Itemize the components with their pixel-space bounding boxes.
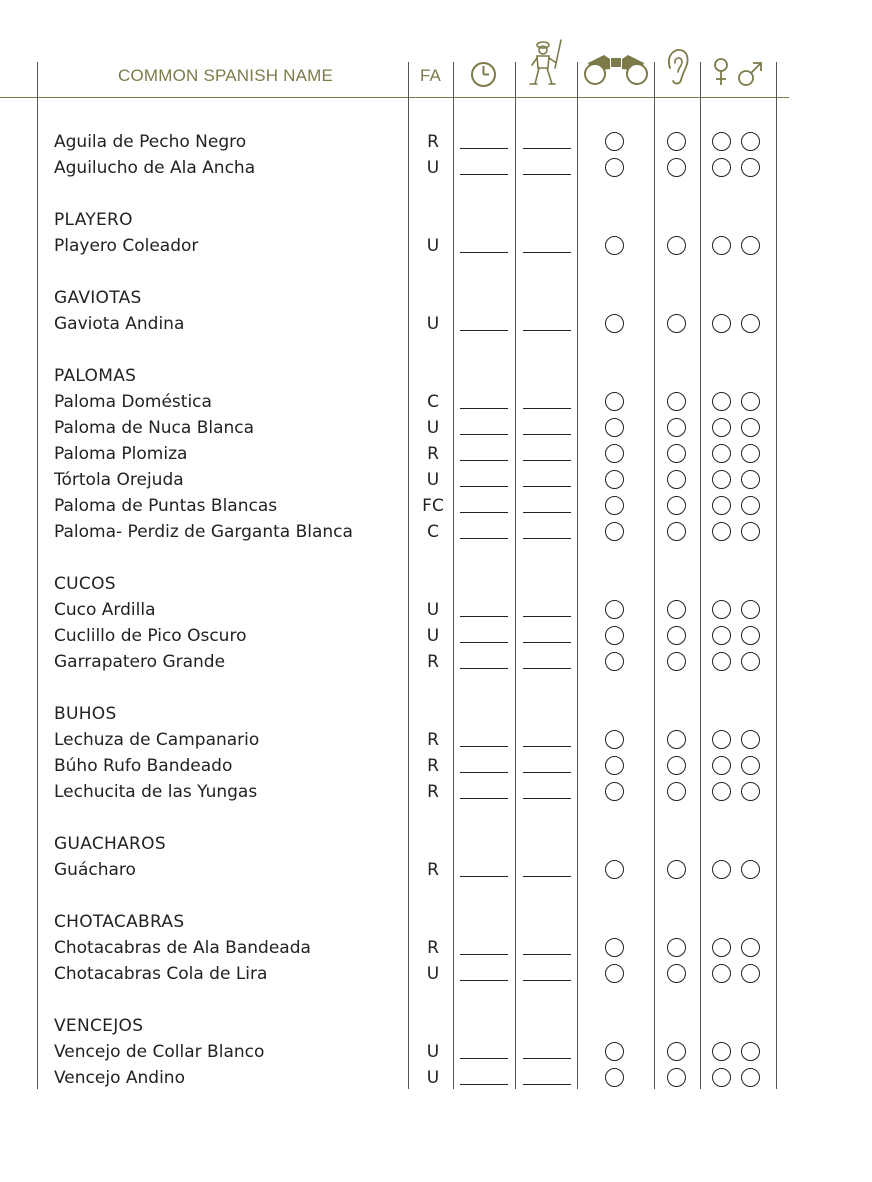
abundance-code: U — [426, 236, 440, 256]
abundance-code: R — [427, 756, 439, 776]
location-blank-line[interactable] — [523, 148, 571, 149]
male-checkbox[interactable] — [741, 860, 760, 879]
species-name: Lechucita de las Yungas — [54, 782, 258, 802]
seen-checkbox[interactable] — [605, 938, 624, 957]
seen-checkbox[interactable] — [605, 782, 624, 801]
location-blank-line[interactable] — [523, 746, 571, 747]
heard-checkbox[interactable] — [667, 444, 686, 463]
male-checkbox[interactable] — [741, 158, 760, 177]
location-blank-line[interactable] — [523, 772, 571, 773]
species-name: Guácharo — [54, 860, 136, 880]
male-checkbox[interactable] — [741, 626, 760, 645]
female-symbol-icon — [711, 57, 731, 87]
location-blank-line[interactable] — [523, 616, 571, 617]
male-checkbox[interactable] — [741, 392, 760, 411]
time-blank-line[interactable] — [460, 668, 508, 669]
male-checkbox[interactable] — [741, 522, 760, 541]
heard-checkbox[interactable] — [667, 496, 686, 515]
male-checkbox[interactable] — [741, 938, 760, 957]
species-row — [0, 1041, 872, 1065]
location-blank-line[interactable] — [523, 408, 571, 409]
seen-checkbox[interactable] — [605, 132, 624, 151]
female-checkbox[interactable] — [712, 756, 731, 775]
heard-checkbox[interactable] — [667, 860, 686, 879]
heard-checkbox[interactable] — [667, 418, 686, 437]
species-name: Chotacabras Cola de Lira — [54, 964, 268, 984]
heard-checkbox[interactable] — [667, 1042, 686, 1061]
abundance-code: R — [427, 132, 439, 152]
species-row — [0, 495, 872, 519]
abundance-code: U — [426, 470, 440, 490]
clock-icon — [470, 61, 497, 88]
time-blank-line[interactable] — [460, 538, 508, 539]
heard-checkbox[interactable] — [667, 782, 686, 801]
location-blank-line[interactable] — [523, 668, 571, 669]
abundance-code: R — [427, 444, 439, 464]
group-heading — [0, 365, 872, 389]
female-checkbox[interactable] — [712, 132, 731, 151]
species-row — [0, 963, 872, 987]
abundance-code: R — [427, 860, 439, 880]
male-checkbox[interactable] — [741, 730, 760, 749]
female-checkbox[interactable] — [712, 626, 731, 645]
heard-checkbox[interactable] — [667, 938, 686, 957]
female-checkbox[interactable] — [712, 652, 731, 671]
heard-checkbox[interactable] — [667, 730, 686, 749]
time-blank-line[interactable] — [460, 772, 508, 773]
species-name: Chotacabras de Ala Bandeada — [54, 938, 311, 958]
abundance-code: U — [426, 158, 440, 178]
female-checkbox[interactable] — [712, 600, 731, 619]
male-checkbox[interactable] — [741, 652, 760, 671]
species-name: Vencejo Andino — [54, 1068, 185, 1088]
male-checkbox[interactable] — [741, 964, 760, 983]
location-blank-line[interactable] — [523, 486, 571, 487]
heard-checkbox[interactable] — [667, 314, 686, 333]
female-checkbox[interactable] — [712, 236, 731, 255]
seen-checkbox[interactable] — [605, 652, 624, 671]
location-blank-line[interactable] — [523, 434, 571, 435]
heard-checkbox[interactable] — [667, 626, 686, 645]
location-blank-line[interactable] — [523, 876, 571, 877]
time-blank-line[interactable] — [460, 1084, 508, 1085]
seen-checkbox[interactable] — [605, 600, 624, 619]
group-heading-label: GAVIOTAS — [54, 288, 142, 308]
heard-checkbox[interactable] — [667, 756, 686, 775]
species-name: Lechuza de Campanario — [54, 730, 260, 750]
birder-hiker-icon — [525, 38, 565, 88]
female-checkbox[interactable] — [712, 158, 731, 177]
heard-checkbox[interactable] — [667, 158, 686, 177]
abundance-code: U — [426, 1068, 440, 1088]
location-blank-line[interactable] — [523, 174, 571, 175]
female-checkbox[interactable] — [712, 782, 731, 801]
time-blank-line[interactable] — [460, 148, 508, 149]
species-name: Búho Rufo Bandeado — [54, 756, 233, 776]
species-name: Paloma- Perdiz de Garganta Blanca — [54, 522, 353, 542]
male-checkbox[interactable] — [741, 756, 760, 775]
species-row — [0, 729, 872, 753]
male-checkbox[interactable] — [741, 1068, 760, 1087]
time-blank-line[interactable] — [460, 460, 508, 461]
location-blank-line[interactable] — [523, 512, 571, 513]
group-heading — [0, 573, 872, 597]
ear-icon — [664, 48, 690, 86]
seen-checkbox[interactable] — [605, 158, 624, 177]
group-heading-label: GUACHAROS — [54, 834, 166, 854]
location-blank-line[interactable] — [523, 1058, 571, 1059]
group-heading — [0, 833, 872, 857]
female-checkbox[interactable] — [712, 860, 731, 879]
abundance-code: C — [427, 522, 439, 542]
female-checkbox[interactable] — [712, 1068, 731, 1087]
species-name: Aguila de Pecho Negro — [54, 132, 247, 152]
species-name: Paloma Plomiza — [54, 444, 188, 464]
abundance-code: R — [427, 652, 439, 672]
group-heading-label: VENCEJOS — [54, 1016, 144, 1036]
location-blank-line[interactable] — [523, 330, 571, 331]
male-checkbox[interactable] — [741, 496, 760, 515]
time-blank-line[interactable] — [460, 174, 508, 175]
male-checkbox[interactable] — [741, 782, 760, 801]
species-row — [0, 521, 872, 545]
seen-checkbox[interactable] — [605, 730, 624, 749]
heard-checkbox[interactable] — [667, 470, 686, 489]
location-blank-line[interactable] — [523, 460, 571, 461]
seen-checkbox[interactable] — [605, 964, 624, 983]
time-blank-line[interactable] — [460, 1058, 508, 1059]
heard-checkbox[interactable] — [667, 392, 686, 411]
seen-checkbox[interactable] — [605, 756, 624, 775]
group-heading — [0, 287, 872, 311]
abundance-code: U — [426, 626, 440, 646]
female-checkbox[interactable] — [712, 418, 731, 437]
seen-checkbox[interactable] — [605, 392, 624, 411]
species-row — [0, 235, 872, 259]
abundance-code: R — [427, 782, 439, 802]
group-heading — [0, 209, 872, 233]
species-name: Gaviota Andina — [54, 314, 185, 334]
time-blank-line[interactable] — [460, 980, 508, 981]
species-row — [0, 313, 872, 337]
male-checkbox[interactable] — [741, 600, 760, 619]
species-name: Garrapatero Grande — [54, 652, 226, 672]
group-heading — [0, 703, 872, 727]
female-checkbox[interactable] — [712, 496, 731, 515]
heard-checkbox[interactable] — [667, 236, 686, 255]
heard-checkbox[interactable] — [667, 600, 686, 619]
species-row — [0, 937, 872, 961]
heard-checkbox[interactable] — [667, 964, 686, 983]
species-name: Tórtola Orejuda — [54, 470, 184, 490]
male-checkbox[interactable] — [741, 236, 760, 255]
time-blank-line[interactable] — [460, 616, 508, 617]
species-name: Cuco Ardilla — [54, 600, 156, 620]
group-heading-label: CHOTACABRAS — [54, 912, 185, 932]
time-blank-line[interactable] — [460, 330, 508, 331]
seen-checkbox[interactable] — [605, 522, 624, 541]
male-symbol-icon — [736, 60, 764, 88]
male-checkbox[interactable] — [741, 314, 760, 333]
species-row — [0, 443, 872, 467]
time-blank-line[interactable] — [460, 512, 508, 513]
time-blank-line[interactable] — [460, 434, 508, 435]
species-row — [0, 417, 872, 441]
species-row — [0, 755, 872, 779]
location-blank-line[interactable] — [523, 538, 571, 539]
column-header-common-name: COMMON SPANISH NAME — [118, 66, 334, 85]
group-heading-label: PALOMAS — [54, 366, 137, 386]
species-name: Paloma de Nuca Blanca — [54, 418, 255, 438]
species-row — [0, 625, 872, 649]
female-checkbox[interactable] — [712, 444, 731, 463]
seen-checkbox[interactable] — [605, 496, 624, 515]
species-row — [0, 599, 872, 623]
species-row — [0, 391, 872, 415]
species-name: Playero Coleador — [54, 236, 199, 256]
female-checkbox[interactable] — [712, 964, 731, 983]
group-heading-label: PLAYERO — [54, 210, 133, 230]
species-row — [0, 781, 872, 805]
seen-checkbox[interactable] — [605, 626, 624, 645]
seen-checkbox[interactable] — [605, 860, 624, 879]
species-row — [0, 651, 872, 675]
male-checkbox[interactable] — [741, 132, 760, 151]
time-blank-line[interactable] — [460, 876, 508, 877]
header-rule — [0, 97, 789, 98]
species-name: Aguilucho de Ala Ancha — [54, 158, 256, 178]
time-blank-line[interactable] — [460, 252, 508, 253]
male-checkbox[interactable] — [741, 444, 760, 463]
abundance-code: U — [426, 314, 440, 334]
seen-checkbox[interactable] — [605, 1068, 624, 1087]
abundance-code: U — [426, 964, 440, 984]
species-row — [0, 157, 872, 181]
location-blank-line[interactable] — [523, 642, 571, 643]
abundance-code: FC — [422, 496, 444, 516]
species-row — [0, 859, 872, 883]
time-blank-line[interactable] — [460, 798, 508, 799]
female-checkbox[interactable] — [712, 938, 731, 957]
male-checkbox[interactable] — [741, 1042, 760, 1061]
species-name: Vencejo de Collar Blanco — [54, 1042, 265, 1062]
abundance-code: R — [427, 730, 439, 750]
heard-checkbox[interactable] — [667, 1068, 686, 1087]
abundance-code: R — [427, 938, 439, 958]
female-checkbox[interactable] — [712, 522, 731, 541]
female-checkbox[interactable] — [712, 470, 731, 489]
time-blank-line[interactable] — [460, 954, 508, 955]
seen-checkbox[interactable] — [605, 444, 624, 463]
seen-checkbox[interactable] — [605, 1042, 624, 1061]
female-checkbox[interactable] — [712, 730, 731, 749]
group-heading — [0, 1015, 872, 1039]
time-blank-line[interactable] — [460, 408, 508, 409]
column-header-fa: FA — [420, 66, 441, 85]
location-blank-line[interactable] — [523, 1084, 571, 1085]
seen-checkbox[interactable] — [605, 418, 624, 437]
seen-checkbox[interactable] — [605, 236, 624, 255]
location-blank-line[interactable] — [523, 798, 571, 799]
time-blank-line[interactable] — [460, 486, 508, 487]
abundance-code: U — [426, 418, 440, 438]
heard-checkbox[interactable] — [667, 652, 686, 671]
female-checkbox[interactable] — [712, 314, 731, 333]
female-checkbox[interactable] — [712, 1042, 731, 1061]
male-checkbox[interactable] — [741, 418, 760, 437]
heard-checkbox[interactable] — [667, 132, 686, 151]
male-checkbox[interactable] — [741, 470, 760, 489]
species-name: Paloma de Puntas Blancas — [54, 496, 278, 516]
location-blank-line[interactable] — [523, 980, 571, 981]
group-heading — [0, 911, 872, 935]
time-blank-line[interactable] — [460, 642, 508, 643]
species-name: Cuclillo de Pico Oscuro — [54, 626, 247, 646]
species-row — [0, 1067, 872, 1091]
abundance-code: C — [427, 392, 439, 412]
location-blank-line[interactable] — [523, 954, 571, 955]
seen-checkbox[interactable] — [605, 470, 624, 489]
location-blank-line[interactable] — [523, 252, 571, 253]
species-row — [0, 131, 872, 155]
seen-checkbox[interactable] — [605, 314, 624, 333]
binoculars-icon — [582, 49, 650, 87]
abundance-code: U — [426, 600, 440, 620]
abundance-code: U — [426, 1042, 440, 1062]
species-name: Paloma Doméstica — [54, 392, 212, 412]
group-heading-label: BUHOS — [54, 704, 117, 724]
group-heading-label: CUCOS — [54, 574, 116, 594]
species-row — [0, 469, 872, 493]
female-checkbox[interactable] — [712, 392, 731, 411]
heard-checkbox[interactable] — [667, 522, 686, 541]
time-blank-line[interactable] — [460, 746, 508, 747]
